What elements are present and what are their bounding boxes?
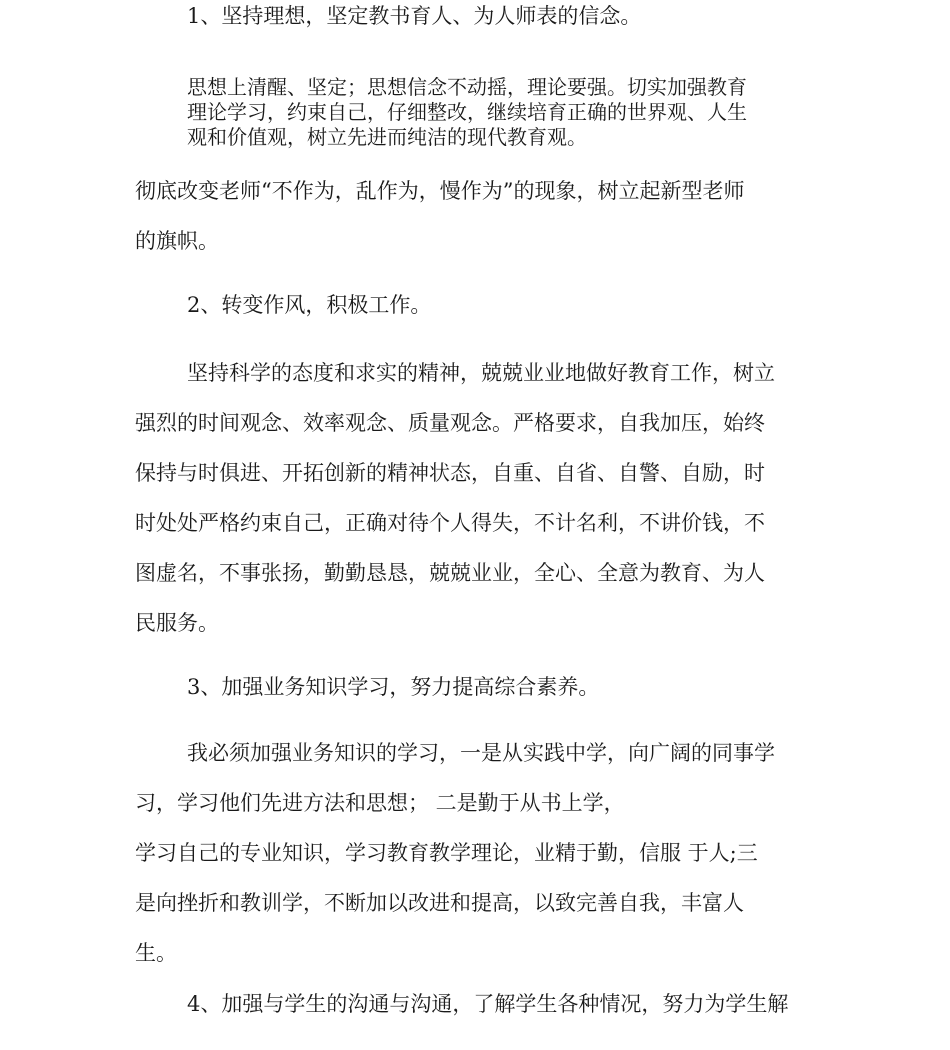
paragraph-3-line-5: 生。 — [135, 941, 177, 965]
quote-line-3: 观和价值观，树立先进而纯洁的现代教育观。 — [187, 125, 587, 149]
paragraph-2-line-6: 民服务。 — [135, 611, 219, 635]
paragraph-3-line-4: 是向挫折和教训学，不断加以改进和提高，以致完善自我，丰富人 — [135, 891, 744, 915]
paragraph-2-line-2: 强烈的时间观念、效率观念、质量观念。严格要求，自我加压，始终 — [135, 411, 765, 435]
heading-3: 3、加强业务知识学习，努力提高综合素养。 — [187, 675, 600, 699]
paragraph-3-line-2: 习，学习他们先进方法和思想； 二是勤于从书上学， — [135, 791, 625, 815]
paragraph-2-line-1: 坚持科学的态度和求实的精神，兢兢业业地做好教育工作，树立 — [187, 361, 775, 385]
paragraph-3-line-1: 我必须加强业务知识的学习，一是从实践中学，向广阔的同事学 — [187, 741, 775, 765]
paragraph-2-line-5: 图虚名，不事张扬，勤勤恳恳，兢兢业业，全心、全意为教育、为人 — [135, 561, 765, 585]
paragraph-2-line-3: 保持与时俱进、开拓创新的精神状态，自重、自省、自警、自励，时 — [135, 461, 765, 485]
quote-line-1: 思想上清醒、坚定；思想信念不动摇，理论要强。切实加强教育 — [187, 75, 747, 99]
paragraph-2-line-4: 时处处严格约束自己，正确对待个人得失，不计名利，不讲价钱，不 — [135, 511, 765, 535]
quote-line-2: 理论学习，约束自己，仔细整改，继续培育正确的世界观、人生 — [187, 100, 747, 124]
heading-1: 1、坚持理想，坚定教书育人、为人师表的信念。 — [187, 4, 642, 28]
paragraph-3-line-3: 学习自己的专业知识，学习教育教学理论，业精于勤，信服 于人;三 — [135, 841, 758, 865]
heading-2: 2、转变作风，积极工作。 — [187, 293, 432, 317]
paragraph-1-line-2: 的旗帜。 — [135, 229, 219, 253]
paragraph-1-line-1: 彻底改变老师“不作为，乱作为，慢作为”的现象，树立起新型老师 — [135, 179, 745, 203]
heading-4: 4、加强与学生的沟通与沟通，了解学生各种情况，努力为学生解 — [187, 992, 789, 1016]
